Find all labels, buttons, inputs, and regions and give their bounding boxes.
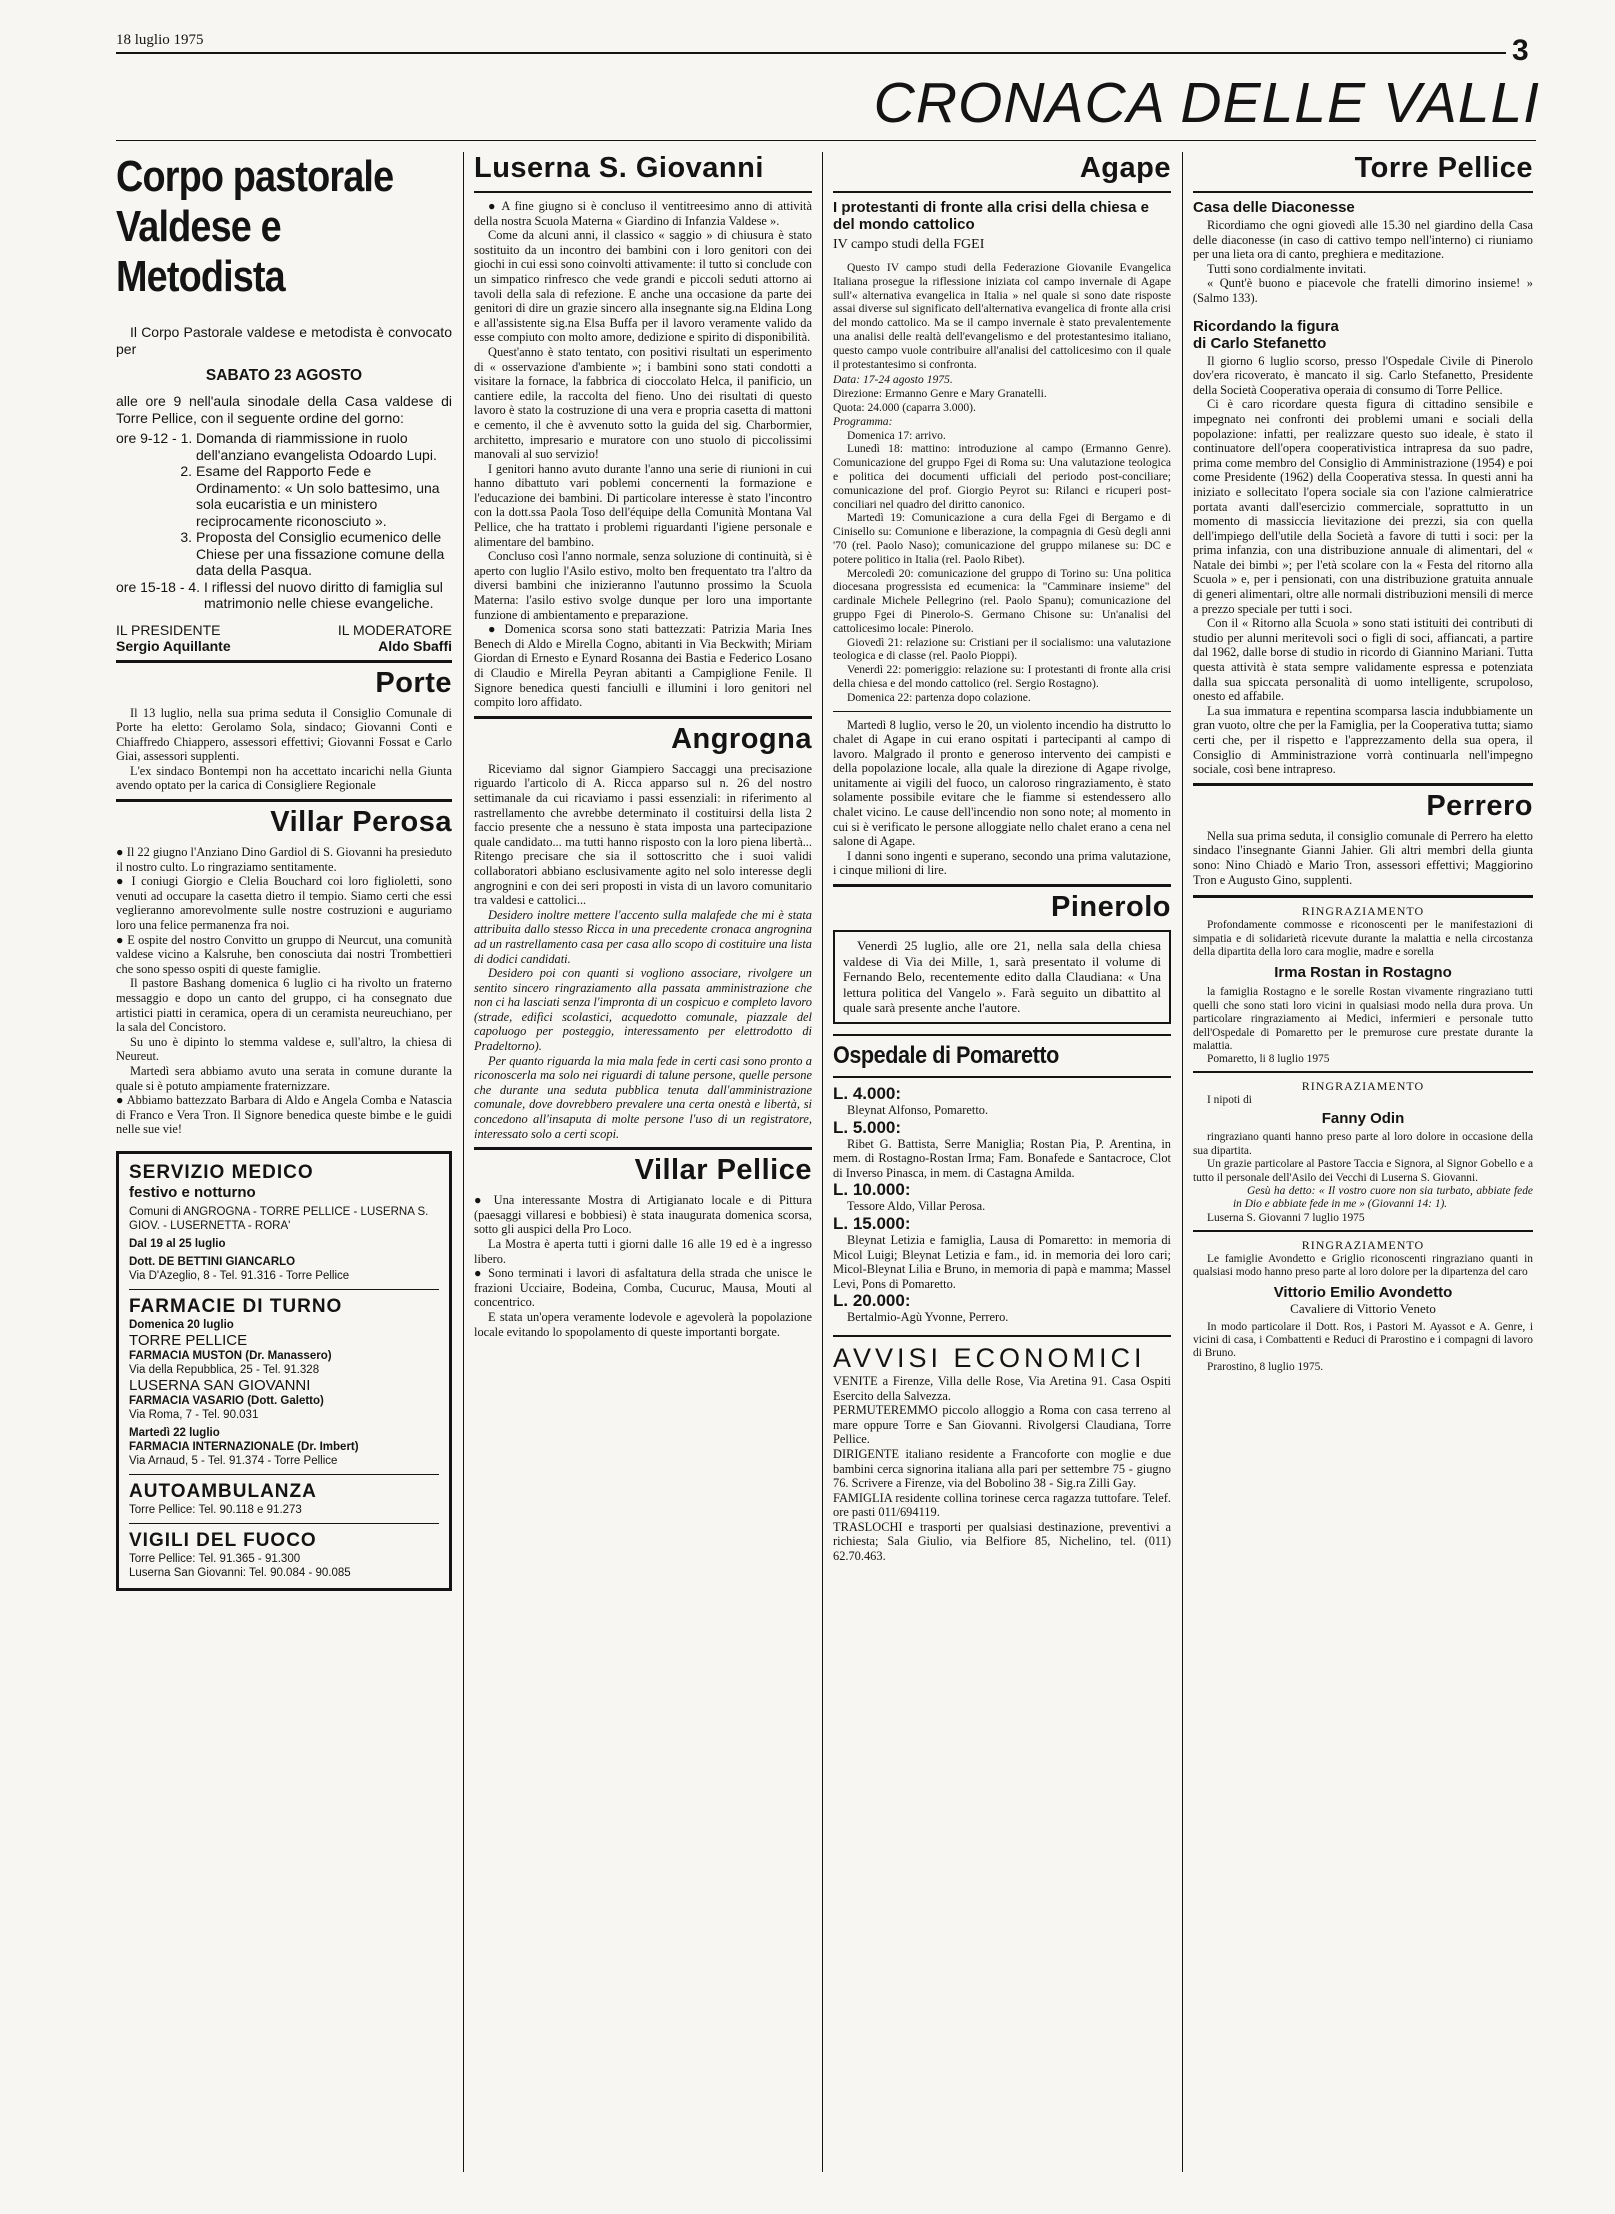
signature-president: [116, 622, 231, 654]
notice-heading: RINGRAZIAMENTO: [1301, 904, 1425, 919]
paragraph: ● Abbiamo battezzato Barbara di Aldo e Angela Comba e Natascia di Franco e Vera Tron. Il Signore benedica queste bimbe e le guidi nelle sue vie!: [116, 1093, 452, 1137]
paragraph: Come da alcuni anni, il classico « saggio » di chiusura è stato sostituito da un incontro dei bambini con i loro genitori con dei giochi in cui essi sono coinvolti attivamente: il tutto si conclude con un simpatico rinfresco che vede grandi e piccoli seduti attorno ai tavoli della sala di refezione. E anche una occasione da parte dei genitori di dire un grazie sincero alla insegnante sig.na Eldina Long e all'assistente sig.na Elsa Buffa per il lavoro veramente valido da esse compiuto con molto amore, dedizione e spirito di disponibilità.: [474, 228, 812, 345]
box-text: FARMACIA INTERNAZIONALE (Dr. Imbert): [129, 1440, 359, 1453]
article-subheadline: IV campo studi della FGEI: [833, 237, 985, 252]
box-text: Torre Pellice: Tel. 91.365 - 91.300: [129, 1552, 301, 1565]
column-divider: [463, 152, 464, 2172]
paragraph: la famiglia Rostagno e le sorelle Rostan vivamente ringraziano tutti quelli che sono stati loro vicini in qualsiasi modo nella dura prova. Un particolare ringraziamento ai Medici, infermieri e personale tutto dell'Ospedale di Pomaretto per le premurose cure prestate durante la malattia.: [1193, 986, 1533, 1052]
convocation-text: alle ore 9 nell'aula sinodale della Casa valdese di Torre Pellice, con il seguente ordine del gorno:: [116, 393, 452, 426]
deceased-name: Fanny Odin: [1321, 1110, 1405, 1128]
donation-amount: L. 15.000:: [833, 1213, 911, 1233]
section-title: CRONACA DELLE VALLI: [873, 71, 1540, 135]
programme-line: Domenica 17: arrivo.: [847, 428, 946, 442]
section-heading-angrogna: Angrogna: [474, 716, 812, 756]
paragraph: Nella sua prima seduta, il consiglio comunale di Perrero ha eletto sindaco l'insegnante Gianni Jahier. Gli altri membri della giunta sono: Nino Chiadò e Mario Tron, assessori effettivi; Maggiorino Tron e Augusto Gino, supplenti.: [1193, 828, 1533, 887]
headline-line: Valdese e Metodista: [116, 202, 285, 301]
box-subtitle: festivo e notturno: [129, 1183, 256, 1201]
paragraph: I nipoti di: [1207, 1094, 1252, 1107]
article-headline: [116, 152, 451, 302]
paragraph: Profondamente commosse e riconoscenti per le manifestazioni di simpatia e di solidarietà ricevute durante la malattia e nella circostanza della dipartita della loro cara moglie, madre e sorella: [1193, 919, 1533, 958]
paragraph: ● Sono terminati i lavori di asfaltatura della strada che unisce le frazioni Ucciaire, Bodeina, Comba, Cucuruc, Mausa, Mouti al concentrico.: [474, 1266, 812, 1310]
column-1: [116, 152, 452, 2182]
section-heading-avvisi: AVVISI ECONOMICI: [833, 1342, 1146, 1373]
deceased-name: Vittorio Emilio Avondetto: [1273, 1283, 1453, 1301]
box-text: Luserna San Giovanni: Tel. 90.084 - 90.085: [129, 1566, 351, 1579]
donation-text: Bleynat Letizia e famiglia, Lausa di Pomaretto: in memoria di Micol Luigi; Bleynat Letizia e fam., id. in memoria dei loro cari; Micol-Bleynat Lilia e Bruno, in memoria di papà e mamma; Massel Levi, Pons di Pomaretto.: [833, 1232, 1171, 1291]
box-text: Martedì 22 luglio: [129, 1426, 220, 1439]
masthead-rule: [116, 52, 1506, 54]
pinerolo-box: [833, 930, 1171, 1024]
signatures: [116, 622, 452, 654]
donation-text: Tessore Aldo, Villar Perosa.: [847, 1199, 986, 1214]
agenda-value: Domanda di riammissione in ruolo dell'anziano evangelista Odoardo Lupi.: [196, 430, 437, 463]
paragraph: ● E ospite del nostro Convitto un gruppo di Neurcut, una comunità valdese vicino a Kalsruhe, ben conosciuta dai nostri Trombettieri che sono spesso ospiti di queste famiglie.: [116, 932, 452, 976]
box-text: Comuni di ANGROGNA - TORRE PELLICE - LUSERNA S. GIOV. - LUSERNETTA - RORA': [129, 1205, 429, 1232]
section-heading-villar-pellice: Villar Pellice: [474, 1147, 812, 1187]
paragraph: Quest'anno è stato tentato, con positivi risultati un esperimento di « osservazione d'ambiente »; i bambini sono stati condotti a visitare la fornace, la fabbrica di cioccolato Helca, il panificio, un cantiere edile, la raccolta del fieno. Uno dei risultati di questo lavoro è stato la costruzione di una vera e propria casetta di mattoni e cemento, il che è avvenuto sotto la guida del sig. Charbormier, architetto, impresario e muratore con uno stuolo di piccolissimi manovali al suo servizio!: [474, 344, 812, 462]
classified-ad: TRASLOCHI e trasporti per qualsiasi destinazione, preventivi a richiesta; Sala Giulio, via Belfiore 85, Nichelino, tel. (011) 62.70.463.: [833, 1519, 1171, 1564]
programme-line: Venerdì 22: pomeriggio: relazione su: I protestanti di fronte alla crisi della chiesa e del mondo cattolico (rel. Sergio Rostagno).: [833, 663, 1171, 690]
programme-line: Giovedì 21: relazione su: Cristiani per il socialismo: una valutazione teologica e di classe (rel. Paolo Pioppi).: [833, 635, 1171, 663]
classified-ad: FAMIGLIA residente collina torinese cerca ragazza tuttofare. Telef. ore pasti 011/694119.: [833, 1490, 1171, 1520]
agenda-key: 3.: [180, 529, 192, 545]
paragraph: La Mostra è aperta tutti i giorni dalle 16 alle 19 ed è a ingresso libero.: [474, 1237, 812, 1266]
paragraph: Per quanto riguarda la mia mala fede in certi casi sono pronto a riconoscerla ma solo nei riguardi di talune persone, quelle persone che durante una seduta pubblica tenuta dall'amministrazione comunale, dove dovrebbero prevalere una certa onestà e libertà, si concedono all'insaputa di molte persone l'uso di un registratore, interessato solo a certi scopi.: [474, 1053, 812, 1141]
paragraph: Ricordiamo che ogni giovedì alle 15.30 nel giardino della Casa delle diaconesse (in caso di cattivo tempo nell'interno) ci riuniamo per una lieta ora di canto, preghiera e meditazione.: [1193, 218, 1533, 262]
agenda-item: [116, 463, 452, 529]
donation-text: Bertalmio-Agù Yvonne, Perrero.: [847, 1310, 1009, 1325]
section-heading-agape: Agape: [1079, 152, 1171, 184]
agenda-item: [116, 579, 452, 612]
notice-place-date: Pomaretto, li 8 luglio 1975: [1207, 1053, 1330, 1066]
paragraph: Un grazie particolare al Pastore Taccia e Signora, al Signor Gobello e a tutto il personale dell'Asilo dei Vecchi di Luserna S. Giovanni.: [1193, 1158, 1533, 1184]
headline-line: Corpo pastorale: [116, 152, 394, 201]
paragraph: Desidero inoltre mettere l'accento sulla malafede che mi è stata attribuita dallo stesso Ricca in una precedente cronaca angrognina ad un rastrellamento casa per casa allo scopo di costituire una lista di dodici candidati.: [474, 907, 812, 966]
agenda-value: Proposta del Consiglio ecumenico delle Chiese per una fissazione comune della data della Pasqua.: [196, 529, 445, 578]
paragraph: Martedì 8 luglio, verso le 20, un violento incendio ha distrutto lo chalet di Agape in cui erano ospitati i partecipanti al campo di lavoro. Malgrado il pronto e generoso intervento dei campisti e della popolazione locale, alla quale la direzione di Agape rivolge, unitamente ai vigili del fuoco, un caloroso ringraziamento, è stato solamente possibile evitare che le fiamme si estendessero allo chalet vicino. Le cause dell'incendio non sono note; al momento in cui si è verificato le persone alloggiate nello chalet erano a cena nel salone di Agape.: [833, 717, 1171, 849]
agenda-item: [116, 529, 452, 579]
convocation-intro: Il Corpo Pastorale valdese e metodista è convocato per: [116, 324, 452, 357]
paragraph: ● Il 22 giugno l'Anziano Dino Gardiol di S. Giovanni ha presieduto il nostro culto. Lo ringraziamo sentitamente.: [116, 845, 452, 874]
programme-line: Data: 17-24 agosto 1975.: [833, 373, 953, 387]
paragraph: Desidero poi con quanti si vogliono associare, rivolgere un sentito sincero ringraziamento alla passata amministrazione che non ci ha lasciati senza l'impronta di un cospicuo e completo lavoro (strade, edifici scolastici, acquedotto comunale, piazzale del capoluogo per posteggio, interessamento per elettrodotto di Pradeltorno).: [474, 966, 812, 1054]
paragraph: ● I coniugi Giorgio e Clelia Bouchard coi loro figlioletti, sono venuti ad occupare la casetta dietro il tempio. Siamo certi che essi veglieranno amorevolmente sulle nostre costruzioni e auguriamo loro una felice permanenza fra noi.: [116, 874, 452, 933]
notice-place-date: Prarostino, 8 luglio 1975.: [1207, 1360, 1324, 1373]
section-heading-luserna: Luserna S. Giovanni: [474, 152, 764, 184]
box-text: FARMACIA VASARIO (Dott. Galetto): [129, 1394, 324, 1407]
paragraph: E stata un'opera veramente lodevole e agevolerà la popolazione locale evitando lo spopolamento di queste importanti borgate.: [474, 1309, 812, 1339]
programme-line: Direzione: Ermanno Genre e Mary Granatelli.: [833, 387, 1047, 401]
article-headline: I protestanti di fronte alla crisi della chiesa e del mondo cattolico: [833, 199, 1149, 233]
paragraph: Il pastore Bashang domenica 6 luglio ci ha rivolto un fraterno messaggio e dopo un canto del gruppo, ci ha consegnato due artistici piatti in ceramica, opera di un ceramista neureuchiano, per la sala del Concistoro.: [116, 976, 452, 1035]
donation-amount: L. 5.000:: [833, 1117, 902, 1137]
paragraph: Questo IV campo studi della Federazione Giovanile Evangelica Italiana prosegue la riflessione iniziata col campo invernale di Agape sull'« alternativa evangelica in Italia » nel quale si sono date risposte assai diverse sul significato dell'alternativa evangelica di fronte alla crisi del mondo cattolico. Ma se il campo invernale è stato prevalentemente una analisi delle realtà dell'evangelismo e del protestantesimo italiano, questo campo vuole contribuire all'analisi del cattolicesimo con il quale il protestantesimo si confronta.: [833, 261, 1171, 371]
section-heading-perrero: Perrero: [1193, 783, 1533, 823]
donation-list: [833, 1084, 1171, 1325]
programme-line: Domenica 22: partenza dopo colazione.: [847, 690, 1031, 704]
column-divider: [822, 152, 823, 2172]
paragraph: Su uno è dipinto lo stemma valdese e, sull'altro, la chiesa di Neureut.: [116, 1034, 452, 1064]
signature-name: Sergio Aquillante: [116, 637, 231, 654]
classified-ad: VENITE a Firenze, Villa delle Rose, Via Aretina 91. Casa Ospiti Esercito della Salvezza.: [833, 1373, 1171, 1403]
paragraph: Le famiglie Avondetto e Griglio riconoscenti ringraziano quanti in qualsiasi modo hanno preso parte al loro dolore per la dipartenza del caro: [1193, 1252, 1533, 1279]
donation-amount: L. 20.000:: [833, 1291, 911, 1311]
classified-ad: DIRIGENTE italiano residente a Francoforte con moglie e due bambini cerca signorina italiana alla pari per settembre 75 - giugno 76. Scrivere a Firenze, via del Bobolino 38 - Sig.ra Zilli Gay.: [833, 1446, 1171, 1491]
paragraph: I danni sono ingenti e superano, secondo una prima valutazione, i cinque milioni di lire.: [833, 848, 1171, 878]
agenda-key: 2.: [180, 463, 192, 479]
signature-moderator: [338, 622, 452, 654]
paragraph: Con il « Ritorno alla Scuola » sono stati istituiti dei contributi di studio per alunni meritevoli soci o figli di soci, affiancati, a partire dal 1962, dalle borse di studio in ricordo di Giannino Mariani. Tutta questa attività è stata sempre validamente espressa e potenziata dalla sua spiccata personalità di uomo intelligente, scrupoloso, onesto ed affabile.: [1193, 616, 1533, 704]
box-text: Torre Pellice: Tel. 90.118 e 91.273: [129, 1503, 302, 1516]
box-title: VIGILI DEL FUOCO: [129, 1529, 317, 1551]
article-headline: [1193, 318, 1533, 352]
signature-name: Aldo Sbaffi: [378, 637, 452, 654]
deceased-title: Cavaliere di Vittorio Veneto: [1290, 1300, 1436, 1316]
deceased-name: Irma Rostan in Rostagno: [1274, 964, 1452, 982]
signature-role: IL PRESIDENTE: [116, 621, 221, 638]
donation-amount: L. 10.000:: [833, 1180, 911, 1200]
paragraph: Ci è caro ricordare questa figura di cittadino sensibile e impegnato nei confronti dei problemi umani e sociali della popolazione: infatti, per realizzare questo suo ideale, è stato il continuatore dell'opera cooperativistica intrapresa da suo padre, prima come membro del Consiglio di Amministrazione (1954) e poi come Presidente (1962) della Cooperativa stessa. In questi anni ha iniziato e sollecitato l'opera sociale sia con l'azione calmieratrice portata avanti dall'esercizio commerciale, soprattutto in un momento di massiccia lievitazione dei prezzi, sia con quella dell'impiego dell'utile della Società a favore di tutti i soci: per la prima infanzia, con una distribuzione annuale di alimentari, del « Natale dei bimbi »; per l'età scolare con la « Festa del ritorno alla Scuola » e, per i pensionati, con una distribuzione gratuita annuale di generi alimentari, oltre alle normali distribuzioni mensili di merce a prezzo speciale per tutti i soci.: [1193, 397, 1533, 616]
paragraph: ● Domenica scorsa sono stati battezzati: Patrizia Maria Ines Benech di Aldo e Mirella Cogno, abitanti in Via Beckwith; Miriam Giordan di Ernesto e Eynard Rosanna dei Bastia e Federico Losano di Claudio e Mirella Peyran abitanti a Campiglione Fenile. Il Signore benedica questi fanciulli e illumini i loro genitori nel compito loro affidato.: [474, 622, 812, 710]
meeting-date: SABATO 23 AGOSTO: [205, 367, 363, 384]
agenda-key: ore 15-18 - 4.: [116, 578, 201, 595]
box-text: Dal 19 al 25 luglio: [129, 1237, 226, 1250]
paragraph: Riceviamo dal signor Giampiero Saccaggi una precisazione riguardo l'articolo di A. Ricca apparso sul n. 26 del nostro settimanale da cui ricaviamo i passi essenziali: in riferimento al rastrellamento che avrebbe determinato il costituirsi della lista 2 faccio presente che a nessuno è stata imposta una partecipazione quale candidato... ma tutti hanno risposto con la loro piena libertà... Ritengo precisare che sia il sottoscritto che i suoi validi collaboratori abbiano esclusivamente agito nel solo interesse degli angrognini e con dei seri proposti in vista di un lavoro comunitario tra valdesi e cattolici...: [474, 761, 812, 908]
paragraph: In modo particolare il Dott. Ros, i Pastori M. Ayassot e A. Genre, i vicini di casa, i Combattenti e Reduci di Prarostino e i compagni di lavoro di Bruno.: [1193, 1320, 1533, 1360]
paragraph: Il 13 luglio, nella sua prima seduta il Consiglio Comunale di Porte ha eletto: Gerolamo Sola, sindaco; Giovanni Conti e Chiaffredo Chiappero, assessori effettivi; Giovanni Fossat e Carlo Giai, assessori supplenti.: [116, 705, 452, 764]
agenda-key: ore 9-12 - 1.: [116, 430, 193, 446]
box-title: SERVIZIO MEDICO: [129, 1161, 314, 1183]
programme-line: Lunedì 18: mattino: introduzione al campo (Ermanno Genre). Comunicazione del gruppo Fgei di Roma su: Una valutazione teologica e politica dei documenti ufficiali del periodo post-conciliare; comunicazione del prof. Giorgio Peyrot su: Rilanci e ricuperi post-conciliari nel quadro del diritto canonico.: [833, 442, 1171, 511]
medical-service-box: [116, 1151, 452, 1591]
programme-line: Programma:: [833, 414, 893, 428]
paragraph: Il giorno 6 luglio scorso, presso l'Ospedale Civile di Pinerolo dov'era ricoverato, è mancato il sig. Carlo Stefanetto, Presidente della Società Cooperativa operaia di consumo di Torre Pellice.: [1193, 353, 1533, 397]
box-text: Via Roma, 7 - Tel. 90.031: [129, 1408, 259, 1421]
issue-date: 18 luglio 1975: [116, 32, 204, 48]
box-title: AUTOAMBULANZA: [129, 1480, 317, 1502]
box-text: Via D'Azeglio, 8 - Tel. 91.316 - Torre Pellice: [129, 1269, 350, 1282]
header-rule: [116, 140, 1536, 141]
paragraph: ● Una interessante Mostra di Artigianato locale e di Pittura (paesaggi villaresi e bobbiesi) è stata inaugurata domenica scorsa, sotto gli auspici della Pro Loco.: [474, 1193, 812, 1237]
box-text: FARMACIA MUSTON (Dr. Manassero): [129, 1349, 332, 1362]
paragraph: Martedì sera abbiamo avuto una serata in comune durante la quale si è potuto ampiamente fraternizzare.: [116, 1063, 452, 1093]
donation-amount: L. 4.000:: [833, 1084, 902, 1103]
box-title: FARMACIE DI TURNO: [129, 1295, 343, 1317]
section-heading-villar-perosa: Villar Perosa: [116, 799, 452, 839]
paragraph: ringraziano quanti hanno preso parte al loro dolore in occasione della sua dipartita.: [1193, 1131, 1533, 1157]
programme-line: Martedì 19: Comunicazione a cura della Fgei di Bergamo e di Cinisello su: Comunione e liberazione, la compagnia di Gesù degli anni '70 (rel. Paolo Naso); comunicazione del gruppo milanese su: DC e potere politico in Italia (rel. Paolo Ribet).: [833, 511, 1171, 566]
paragraph: La sua immatura e repentina scomparsa lascia indubbiamente un gran vuoto, oltre che per la Famiglia, per la Cooperativa tutta; siamo certi che, per il rispetto e l'apprezzamento della sua opera, il Consiglio di Amministrazione vorrà continuarla nell'impegno sociale, così bene intrapreso.: [1193, 703, 1533, 777]
headline-line: Ricordando la figura: [1193, 317, 1339, 335]
notice-place-date: Luserna S. Giovanni 7 luglio 1975: [1207, 1211, 1365, 1224]
programme: [833, 373, 1171, 704]
column-2: [474, 152, 812, 2182]
section-heading-porte: Porte: [116, 660, 452, 700]
column-4: [1193, 152, 1533, 2182]
headline-line: di Carlo Stefanetto: [1193, 334, 1327, 352]
notice-heading: RINGRAZIAMENTO: [1301, 1237, 1425, 1252]
notice-heading: RINGRAZIAMENTO: [1301, 1079, 1425, 1094]
box-text: Dott. DE BETTINI GIANCARLO: [129, 1255, 296, 1268]
section-heading-ospedale: Ospedale di Pomaretto: [833, 1042, 1059, 1069]
classified-ad: PERMUTEREMMO piccolo alloggio a Roma con casa terreno al mare oppure Torre e San Giovanni. Rivolgersi Claudiana, Torre Pellice.: [833, 1403, 1171, 1447]
paragraph: Venerdì 25 luglio, alle ore 21, nella sala della chiesa valdese di Via dei Mille, 1, sarà presentato il volume di Fernando Belo, recentemente edito dalla Claudiana: « Una lettura politica del Vangelo ». Farà seguito un dibattito al quale sarà presente anche l'autore.: [843, 938, 1161, 1016]
agenda: [116, 430, 452, 612]
programme-line: Mercoledì 20: comunicazione del gruppo di Torino su: Una politica diocesana progressista ed ecumenica: la "Camminare insieme" del cardinale Michele Pellegrino (rel. Paolo Spanu); comunicazione del gruppo Fgei di Pinerolo-S. Germano Chisone su: Un'analisi del cattolicesimo locale: Pinerolo.: [833, 566, 1171, 635]
agenda-value: Esame del Rapporto Fede e Ordinamento: « Un solo battesimo, una sola eucaristia e un ministero reciprocamente riconosciuto ».: [196, 463, 440, 529]
donation-text: Bleynat Alfonso, Pomaretto.: [847, 1103, 989, 1117]
box-text: Domenica 20 luglio: [129, 1318, 234, 1331]
box-text: Via della Repubblica, 25 - Tel. 91.328: [129, 1363, 320, 1376]
paragraph: I genitori hanno avuto durante l'anno una serie di riunioni in cui hanno dibattuto vari poblemi concernenti la formazione e l'educazione dei bambini. Di particolare interesse è stato l'incontro con la dott.ssa Paola Toso dell'équipe della Comunità Montana Val Pellice, che ha trattato i problemi riguardanti l'igiene personale e alimentare del bambino.: [474, 461, 812, 549]
donation-text: Ribet G. Battista, Serre Maniglia; Rostan Pia, P. Arentina, in mem. di Rostagno-Rostan Irma; Fam. Bonafede e Santacroce, Clot di Inverso Pinasca, in mem. di Castagna Amilda.: [833, 1136, 1171, 1180]
section-heading-pinerolo: Pinerolo: [833, 884, 1171, 924]
paragraph: ● A fine giugno si è concluso il ventitreesimo anno di attività della nostra Scuola Materna « Giardino di Infanzia Valdese ».: [474, 199, 812, 228]
paragraph: L'ex sindaco Bontempi non ha accettato incarichi nella Giunta avendo optato per la carica di Consigliere Regionale: [116, 763, 452, 793]
page-number: 3: [1512, 34, 1529, 67]
agenda-item: [116, 430, 452, 463]
paragraph: Concluso così l'anno normale, senza soluzione di continuità, si è aperto con luglio l'Asilo estivo, molto ben frequentato tra l'altro da diversi bambini che inizieranno l'autunno prossimo la Scuola Materna: l'asilo estivo svolge dunque per loro una importante funzione di ambientamento e preparazione.: [474, 549, 812, 622]
box-text: LUSERNA SAN GIOVANNI: [129, 1376, 311, 1394]
box-text: Via Arnaud, 5 - Tel. 91.374 - Torre Pellice: [129, 1454, 338, 1467]
paragraph: « Qunt'è buono e piacevole che fratelli dimorino insieme! » (Salmo 133).: [1193, 276, 1533, 305]
signature-role: IL MODERATORE: [337, 621, 452, 638]
agenda-value: I riflessi del nuovo diritto di famiglia sul matrimonio nelle chiese evangeliche.: [204, 578, 443, 611]
section-heading-torre-pellice: Torre Pellice: [1354, 152, 1533, 184]
classifieds: [833, 1374, 1171, 1564]
column-3: [833, 152, 1171, 2182]
box-text: TORRE PELLICE: [129, 1331, 248, 1349]
programme-line: Quota: 24.000 (caparra 3.000).: [833, 400, 976, 414]
column-divider: [1182, 152, 1183, 2172]
article-headline: Casa delle Diaconesse: [1193, 199, 1355, 216]
paragraph: Tutti sono cordialmente invitati.: [1207, 261, 1367, 276]
bible-quote: Gesù ha detto: « Il vostro cuore non sia turbato, abbiate fede in Dio e abbiate fede in me » (Giovanni 14: 1).: [1233, 1185, 1533, 1211]
